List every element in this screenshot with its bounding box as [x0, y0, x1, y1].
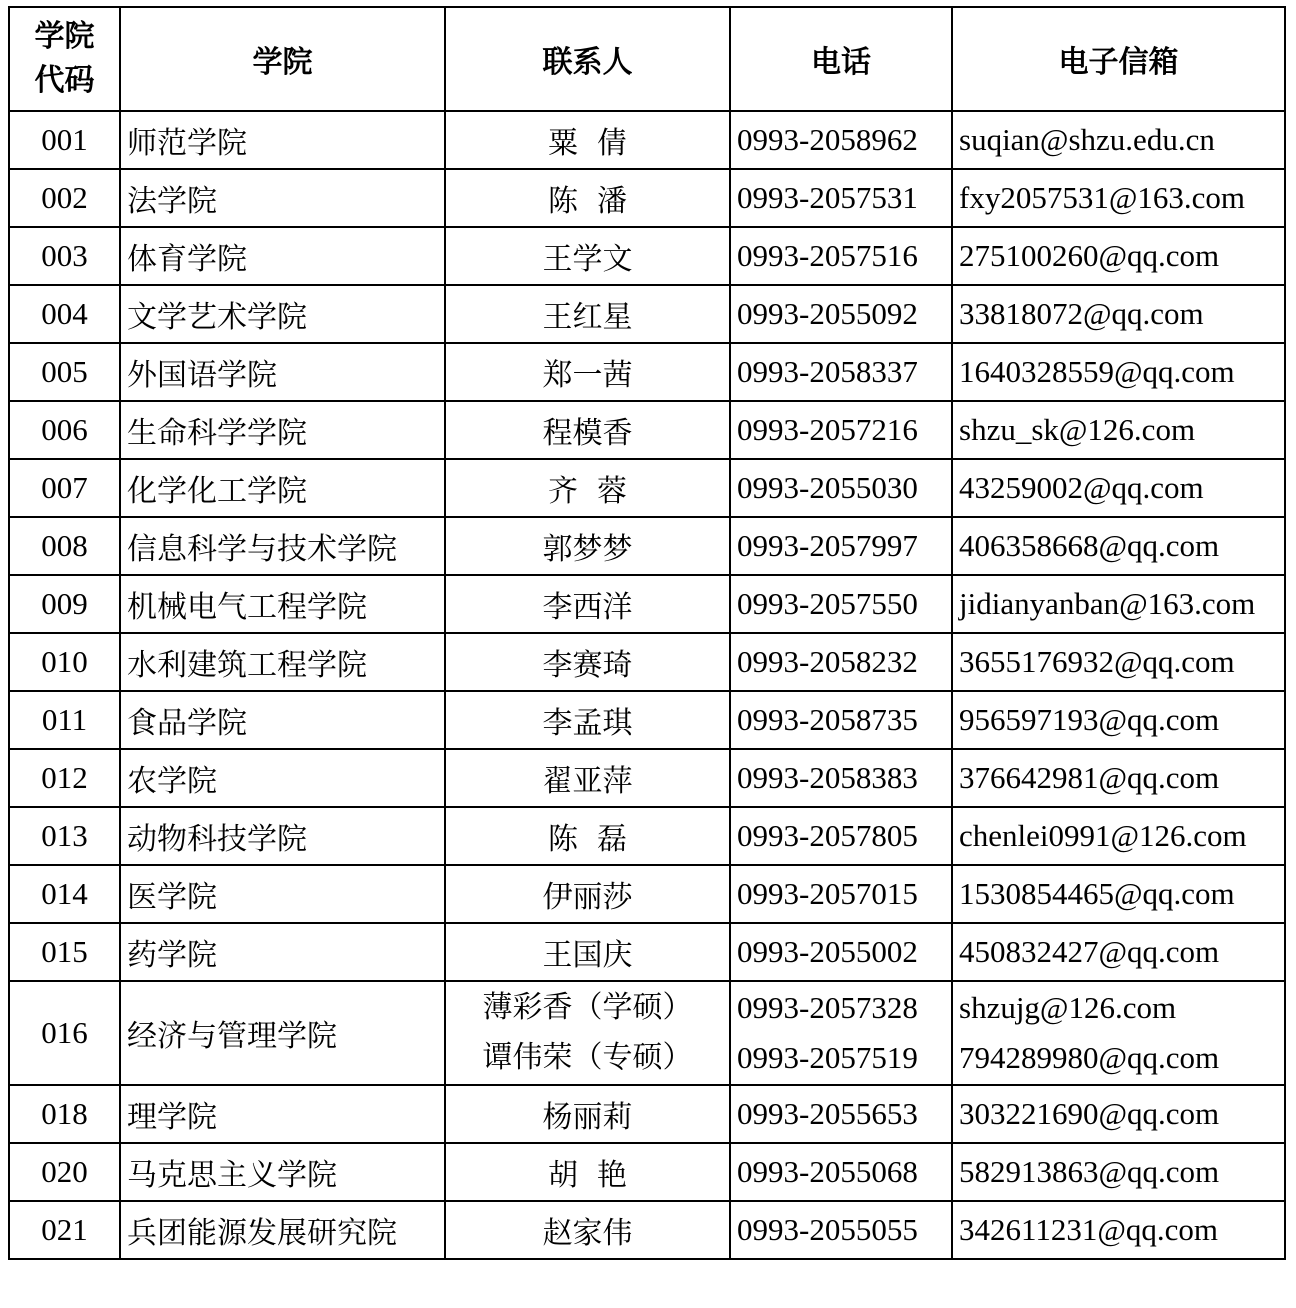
phone-number: 0993-2057550	[730, 575, 952, 633]
college-name: 药学院	[120, 923, 445, 981]
college-contact-table	[8, 6, 1286, 1260]
contact-person: 王国庆	[445, 923, 730, 981]
email-address: 303221690@qq.com	[952, 1085, 1285, 1143]
table-row	[9, 1201, 1285, 1259]
college-code: 002	[9, 169, 120, 227]
college-code: 005	[9, 343, 120, 401]
header-college: 学院	[120, 7, 445, 111]
college-code: 007	[9, 459, 120, 517]
college-name: 兵团能源发展研究院	[120, 1201, 445, 1259]
college-name: 农学院	[120, 749, 445, 807]
contact-person: 翟亚萍	[445, 749, 730, 807]
contact-person: 李孟琪	[445, 691, 730, 749]
table-row	[9, 285, 1285, 343]
college-name: 水利建筑工程学院	[120, 633, 445, 691]
email-address: 342611231@qq.com	[952, 1201, 1285, 1259]
phone-number: 0993-2055055	[730, 1201, 952, 1259]
email-address: fxy2057531@163.com	[952, 169, 1285, 227]
contact-person: 胡 艳	[445, 1143, 730, 1201]
contact-person: 陈 磊	[445, 807, 730, 865]
college-code: 001	[9, 111, 120, 169]
table-row	[9, 691, 1285, 749]
phone-number: 0993-2058962	[730, 111, 952, 169]
contact-person-pair	[445, 981, 730, 1085]
college-code: 015	[9, 923, 120, 981]
table-row	[9, 459, 1285, 517]
header-contact: 联系人	[445, 7, 730, 111]
contact-person: 粟 倩	[445, 111, 730, 169]
phone-number: 0993-2055068	[730, 1143, 952, 1201]
email-address: chenlei0991@126.com	[952, 807, 1285, 865]
contact-person: 王学文	[445, 227, 730, 285]
phone-number: 0993-2057531	[730, 169, 952, 227]
college-code: 008	[9, 517, 120, 575]
college-code: 004	[9, 285, 120, 343]
contact-person: 陈 潘	[445, 169, 730, 227]
phone-number: 0993-2058337	[730, 343, 952, 401]
college-name: 法学院	[120, 169, 445, 227]
header-email: 电子信箱	[952, 7, 1285, 111]
college-code: 013	[9, 807, 120, 865]
email-address: 3655176932@qq.com	[952, 633, 1285, 691]
email-address: 376642981@qq.com	[952, 749, 1285, 807]
college-name: 医学院	[120, 865, 445, 923]
college-code: 009	[9, 575, 120, 633]
email-address: 582913863@qq.com	[952, 1143, 1285, 1201]
email-address: shzujg@126.com	[959, 990, 1177, 1025]
contact-person: 王红星	[445, 285, 730, 343]
table-row	[9, 865, 1285, 923]
college-code: 014	[9, 865, 120, 923]
college-name: 体育学院	[120, 227, 445, 285]
email-address: 1530854465@qq.com	[952, 865, 1285, 923]
contact-person: 薄彩香（学硕）	[482, 990, 693, 1025]
contact-person: 谭伟荣（专硕）	[482, 1040, 693, 1075]
phone-number: 0993-2057216	[730, 401, 952, 459]
contact-person: 杨丽莉	[445, 1085, 730, 1143]
contact-person: 李西洋	[445, 575, 730, 633]
email-address: jidianyanban@163.com	[952, 575, 1285, 633]
college-name: 生命科学学院	[120, 401, 445, 459]
email-address: 450832427@qq.com	[952, 923, 1285, 981]
table-row	[9, 227, 1285, 285]
phone-number: 0993-2057805	[730, 807, 952, 865]
email-address-pair	[952, 981, 1285, 1085]
header-code-line1: 学院	[34, 19, 95, 54]
phone-number: 0993-2058232	[730, 633, 952, 691]
college-code: 021	[9, 1201, 120, 1259]
email-address: 275100260@qq.com	[952, 227, 1285, 285]
contact-person: 齐 蓉	[445, 459, 730, 517]
college-name: 经济与管理学院	[120, 981, 445, 1085]
college-code: 012	[9, 749, 120, 807]
table-row	[9, 633, 1285, 691]
college-name: 师范学院	[120, 111, 445, 169]
college-name: 食品学院	[120, 691, 445, 749]
college-code: 018	[9, 1085, 120, 1143]
table-row	[9, 169, 1285, 227]
table-row	[9, 1085, 1285, 1143]
email-address: 956597193@qq.com	[952, 691, 1285, 749]
email-address: shzu_sk@126.com	[952, 401, 1285, 459]
phone-number: 0993-2055002	[730, 923, 952, 981]
contact-person: 赵家伟	[445, 1201, 730, 1259]
college-name: 文学艺术学院	[120, 285, 445, 343]
table-row	[9, 923, 1285, 981]
phone-number: 0993-2057328	[737, 990, 918, 1025]
email-address: 33818072@qq.com	[952, 285, 1285, 343]
college-code: 020	[9, 1143, 120, 1201]
college-name: 信息科学与技术学院	[120, 517, 445, 575]
header-code-line2: 代码	[34, 63, 95, 98]
college-code: 010	[9, 633, 120, 691]
contact-person: 伊丽莎	[445, 865, 730, 923]
phone-number: 0993-2057997	[730, 517, 952, 575]
table-row	[9, 807, 1285, 865]
table-row	[9, 517, 1285, 575]
phone-number: 0993-2055030	[730, 459, 952, 517]
contact-person: 李赛琦	[445, 633, 730, 691]
table-row	[9, 575, 1285, 633]
phone-number-pair	[730, 981, 952, 1085]
email-address: 1640328559@qq.com	[952, 343, 1285, 401]
table-row	[9, 1143, 1285, 1201]
college-name: 马克思主义学院	[120, 1143, 445, 1201]
college-name: 外国语学院	[120, 343, 445, 401]
email-address: suqian@shzu.edu.cn	[952, 111, 1285, 169]
phone-number: 0993-2058383	[730, 749, 952, 807]
table-row	[9, 981, 1285, 1085]
email-address: 794289980@qq.com	[959, 1040, 1220, 1075]
college-name: 动物科技学院	[120, 807, 445, 865]
college-name: 机械电气工程学院	[120, 575, 445, 633]
contact-person: 程模香	[445, 401, 730, 459]
college-code: 006	[9, 401, 120, 459]
phone-number: 0993-2058735	[730, 691, 952, 749]
table-row	[9, 111, 1285, 169]
table-row	[9, 343, 1285, 401]
phone-number: 0993-2055653	[730, 1085, 952, 1143]
college-name: 理学院	[120, 1085, 445, 1143]
table-row	[9, 401, 1285, 459]
phone-number: 0993-2057516	[730, 227, 952, 285]
college-code: 016	[9, 981, 120, 1085]
college-code: 003	[9, 227, 120, 285]
phone-number: 0993-2057519	[737, 1040, 918, 1075]
email-address: 43259002@qq.com	[952, 459, 1285, 517]
header-row	[9, 7, 1285, 111]
header-code	[9, 7, 120, 111]
college-name: 化学化工学院	[120, 459, 445, 517]
header-phone: 电话	[730, 7, 952, 111]
email-address: 406358668@qq.com	[952, 517, 1285, 575]
contact-person: 郑一茜	[445, 343, 730, 401]
contact-person: 郭梦梦	[445, 517, 730, 575]
table-row	[9, 749, 1285, 807]
phone-number: 0993-2055092	[730, 285, 952, 343]
phone-number: 0993-2057015	[730, 865, 952, 923]
college-code: 011	[9, 691, 120, 749]
